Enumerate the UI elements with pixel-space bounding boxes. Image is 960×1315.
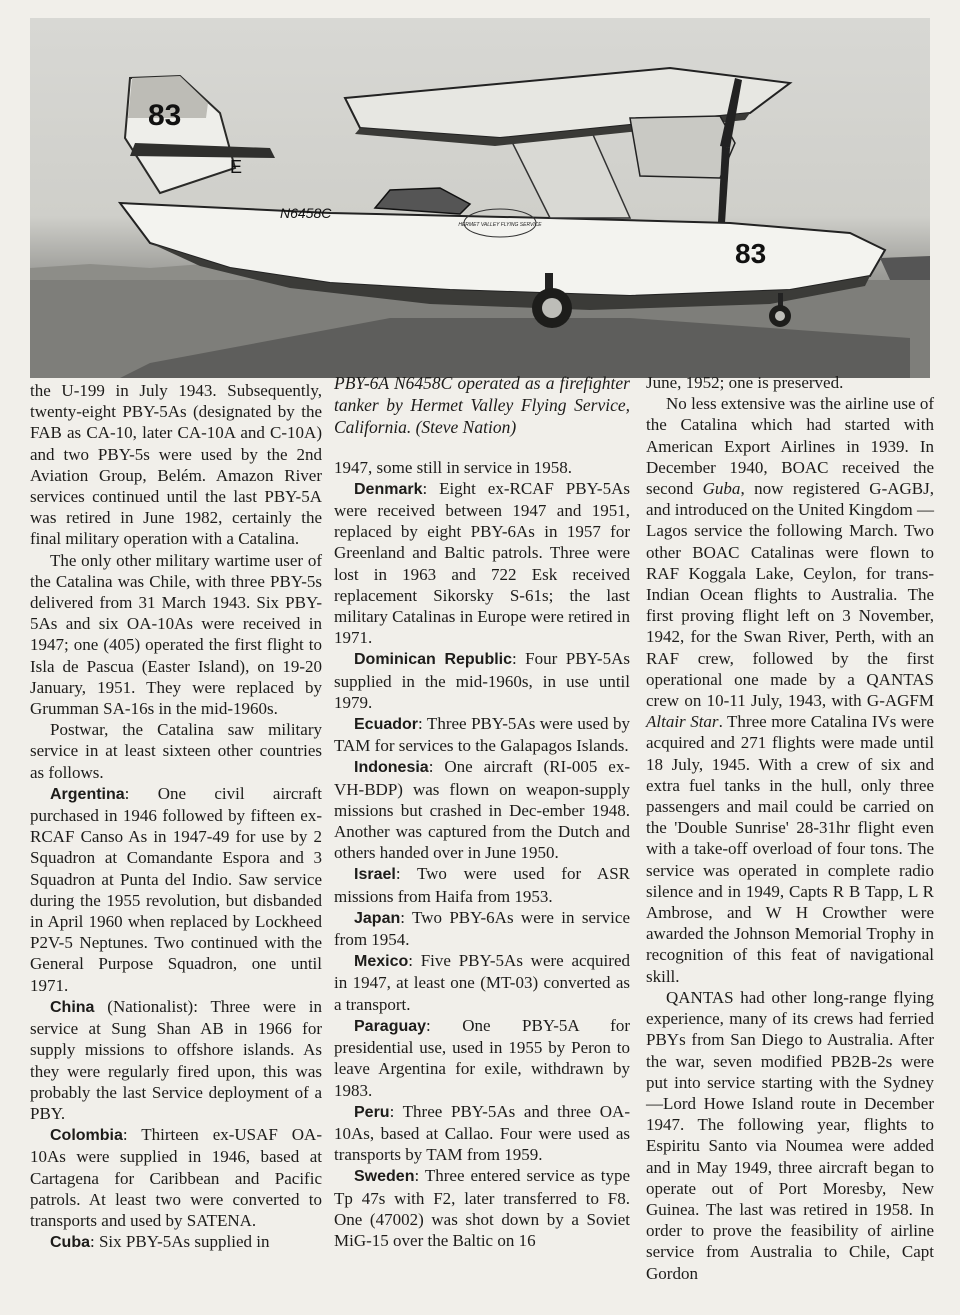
country-text: : Six PBY-5As supplied in (90, 1232, 270, 1252)
country-label: Cuba (50, 1234, 90, 1252)
country-text: : Four PBY-5As supplied in the mid-1960s, in use until 1979. (334, 649, 630, 712)
country-label: Denmark (354, 480, 423, 498)
country-label: Colombia (50, 1127, 123, 1145)
country-entry-mexico (334, 950, 630, 1015)
distant-aircraft (880, 256, 930, 280)
caption-credit: (Steve Nation) (415, 417, 517, 438)
text-run: , now registered G-AGBJ, and introduced on the United Kingdom — Lagos service the following March. Two other BOAC Catalinas were flown to RAF Koggala Lake, Ceylon, for trans-Indian Ocean flights to Australia. The first proving flight left on 3 November, 1942, for the Swan River, Perth, with an RAF crew, followed by the first operational one made by a QANTAS crew on 10-11 July, 1943, with G-AGFM (646, 479, 935, 711)
country-entry-denmark (334, 478, 630, 649)
country-entry-paraguay (334, 1015, 630, 1101)
country-entry-colombia (30, 1124, 322, 1231)
country-entry-japan (334, 907, 630, 950)
country-label: Ecuador (354, 716, 419, 734)
country-entry-dominican-republic (334, 648, 630, 713)
country-label: Mexico (354, 953, 409, 971)
country-label: Indonesia (354, 759, 429, 777)
aircraft-name-guba: Guba (702, 479, 741, 499)
cockpit-blister (375, 188, 470, 214)
nose-wheel-hub (775, 311, 785, 321)
country-text: : Three PBY-5As were used by TAM for services to the Galapagos Islands. (334, 714, 630, 756)
country-entry-sweden (334, 1165, 630, 1251)
country-entry-indonesia (334, 756, 630, 863)
country-text: : Eight ex-RCAF PBY-5As were received between 1947 and 1951, replaced by eight PBY-6As in 1957 for Greenland and Baltic patrols. Three were lost in 1963 and 722 Esk received replacement Sikorsky S-61s; the last military Catalinas in Europe were retired in 1971. (334, 478, 630, 648)
text-column-3 (646, 372, 934, 1284)
caption-text: PBY-6A N6458C operated as a firefighter tanker by Hermet Valley Flying Service, California. (334, 373, 630, 438)
country-text: : One PBY-5A for presidential use, used in 1955 by Peron to leave Argentina for exile, withdrawn by 1983. (334, 1015, 630, 1100)
text-column-2 (334, 372, 630, 1251)
country-text: : Two were used for ASR missions from Haifa from 1953. (334, 864, 630, 906)
country-text: : Three entered service as type Tp 47s with F2, later transferred to F8. One (47002) was shot down by a Soviet MiG-15 over the Baltic on 16 (334, 1166, 630, 1250)
engine-nacelle (630, 116, 735, 178)
country-entry-cuba (30, 1231, 322, 1253)
photo-caption (334, 372, 630, 439)
paragraph: The only other military wartime user of the Catalina was Chile, with three PBY-5s delivered from 31 March 1943. Six PBY-5As and six OA-10As were received in 1947; one (405) operated the first flight to Isla de Pascua (Easter Island), on 19-20 January, 1951. They were replaced by Grumman SA-16s in the mid-1960s. (30, 550, 322, 719)
paragraph: 1947, some still in service in 1958. (334, 457, 572, 477)
country-text: (Nationalist): Three were in service at Sung Shan AB in 1966 for supply missions to offshore islands. As they were regularly fired upon, this was probably the last Service deployment of a PBY. (30, 996, 322, 1123)
tail-letter: E (230, 157, 243, 177)
paragraph-airline-use (646, 393, 934, 987)
country-text: : Three PBY-5As and three OA-10As, based at Callao. Four were used as transports by TAM from 1959. (334, 1101, 630, 1165)
country-label: Israel (354, 866, 396, 884)
country-entry-china (30, 996, 322, 1124)
registration-mark: N6458C (280, 205, 332, 221)
country-label: Japan (354, 909, 401, 927)
country-entry-peru (334, 1101, 630, 1166)
aircraft-name-altair-star: Altair Star (646, 712, 719, 732)
country-label: Paraguay (354, 1017, 427, 1035)
country-text: : Five PBY-5As were acquired in 1947, at least one (MT-03) converted as a transport. (334, 951, 630, 1014)
country-entry-argentina (30, 783, 322, 996)
catalina-illustration (30, 18, 930, 378)
country-text: : One aircraft (RI-005 ex-VH-BDP) was flown on weapon-supply missions but crashed in Dec-ember 1948. Another was captured from the Dutch and others handed over in June 1950. (334, 757, 630, 863)
country-label: Dominican Republic (354, 651, 512, 669)
paragraph: Postwar, the Catalina saw military service in at least sixteen other countries as follows. (30, 720, 322, 782)
aircraft-photo (30, 18, 930, 378)
country-entry-ecuador (334, 713, 630, 756)
paragraph: the U-199 in July 1943. Subsequently, twenty-eight PBY-5As (designated by the FAB as CA-10, later CA-10A and C-10A) and two PBY-5s were used by the 2nd Aviation Group, Belém. Amazon River services continued until the last PBY-5A was retired in June 1982, certainly the final military operation with a Catalina. (30, 381, 322, 549)
paragraph: June, 1952; one is preserved. (646, 373, 844, 392)
country-text: : One civil aircraft purchased in 1946 followed by fifteen ex-RCAF Canso As in 1947-49 for use by 2 Squadron at Comandante Espora and 3 Squadron at Punta del Indio. Saw service during the 1955 revolution, but disbanded in April 1960 when replaced by Lockheed P2V-5 Neptunes. Two continued with the General Purpose Squadron, one until 1971. (30, 783, 322, 995)
nose-number: 83 (735, 238, 767, 269)
country-label: Argentina (50, 785, 125, 803)
country-label: China (50, 998, 95, 1016)
main-wheel-hub (542, 298, 562, 318)
company-logo-text: HERMET VALLEY FLYING SERVICE (458, 222, 542, 228)
country-entry-israel (334, 863, 630, 906)
tail-number: 83 (148, 99, 182, 132)
country-label: Peru (354, 1103, 390, 1121)
paragraph-qantas: QANTAS had other long-range flying experience, many of its crews had ferried PBYs from San Diego to Australia. After the war, seven modified PB2B-2s were put into service starting with the Sydney—Lord Howe Island route in December 1947. The following year, flights to Espiritu Santo via Noumea were added and in May 1949, three aircraft began to operate out of Port Moresby, New Guinea. The last was retired in 1958. In order to prove the feasibility of airline service from Australia to Chile, Capt Gordon (646, 987, 934, 1283)
country-text: : Two PBY-6As were in service from 1954. (334, 907, 630, 950)
country-text: : Thirteen ex-USAF OA-10As were supplied in 1946, based at Cartagena for Caribbean and Pacific patrols. At least two were converted to transports and used by SATENA. (30, 1125, 322, 1230)
text-column-1 (30, 380, 322, 1253)
text-run: . Three more Catalina IVs were acquired and 271 flights were made until 18 July, 1945. With a crew of six and extra fuel tanks in the hull, only three passengers and mail could be carried on the 'Double Sunrise' 28-31hr flight even with a take-off overload of four tons. The service was operated in complete radio silence and in 1949, Capts R B Tapp, L R Ambrose, and W H Crowther were awarded the Johnson Memorial Trophy in recognition of this feat of navigational skill. (646, 712, 934, 986)
text-run: No less extensive was the airline use of the Catalina which had started with American Export Airlines in 1939. In December 1940, BOAC received the second (646, 394, 934, 499)
country-label: Sweden (354, 1168, 415, 1186)
